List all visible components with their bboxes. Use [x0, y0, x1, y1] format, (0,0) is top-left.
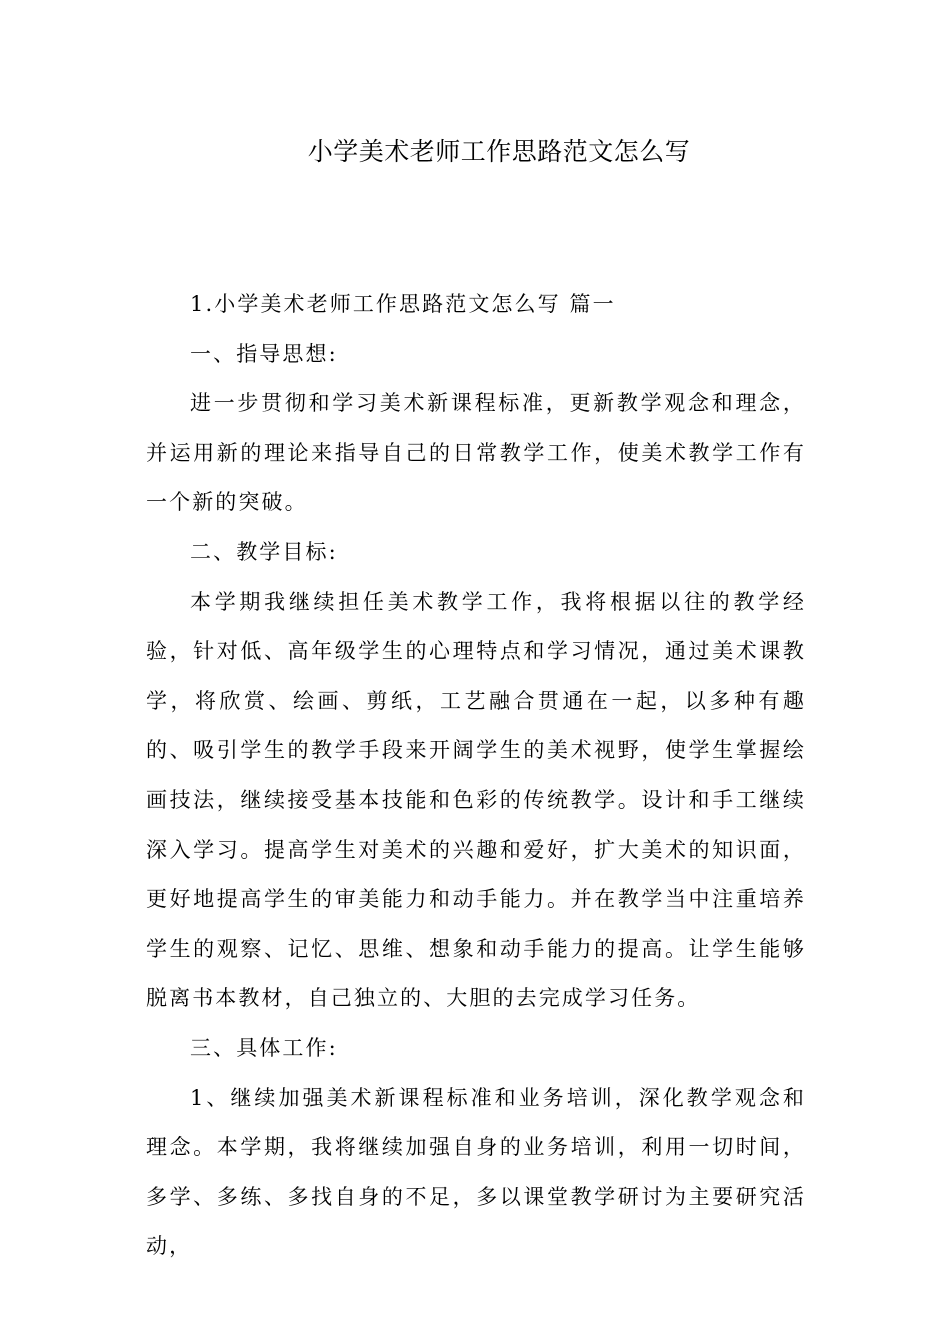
document-body: [146, 280, 806, 1272]
heading-teaching-goals: 二、教学目标:: [190, 539, 338, 564]
heading-specific-work: 三、具体工作:: [190, 1035, 338, 1060]
paragraph-guiding-ideology: 进一步贯彻和学习美术新课程标准，更新教学观念和理念，并运用新的理论来指导自己的日常教学工作，使美术教学工作有一个新的突破。: [146, 391, 806, 515]
document-title: 小学美术老师工作思路范文怎么写: [307, 137, 691, 166]
heading-guiding-ideology: 一、指导思想:: [190, 341, 338, 366]
paragraph-teaching-goals: 本学期我继续担任美术教学工作，我将根据以往的教学经验，针对低、高年级学生的心理特点和学习情况，通过美术课教学，将欣赏、绘画、剪纸，工艺融合贯通在一起，以多种有趣的、吸引学生的教学手段来开阔学生的美术视野，使学生掌握绘画技法，继续接受基本技能和色彩的传统教学。设计和手工继续深入学习。提高学生对美术的兴趣和爱好，扩大美术的知识面，更好地提高学生的审美能力和动手能力。并在教学当中注重培养学生的观察、记忆、思维、想象和动手能力的提高。让学生能够脱离书本教材，自己独立的、大胆的去完成学习任务。: [146, 589, 806, 1011]
paragraph-specific-work-1: 1、继续加强美术新课程标准和业务培训，深化教学观念和理念。本学期，我将继续加强自身的业务培训，利用一切时间，多学、多练、多找自身的不足，多以课堂教学研讨为主要研究活动，: [146, 1085, 806, 1259]
section-heading-part-one: 1.小学美术老师工作思路范文怎么写 篇一: [190, 292, 616, 316]
